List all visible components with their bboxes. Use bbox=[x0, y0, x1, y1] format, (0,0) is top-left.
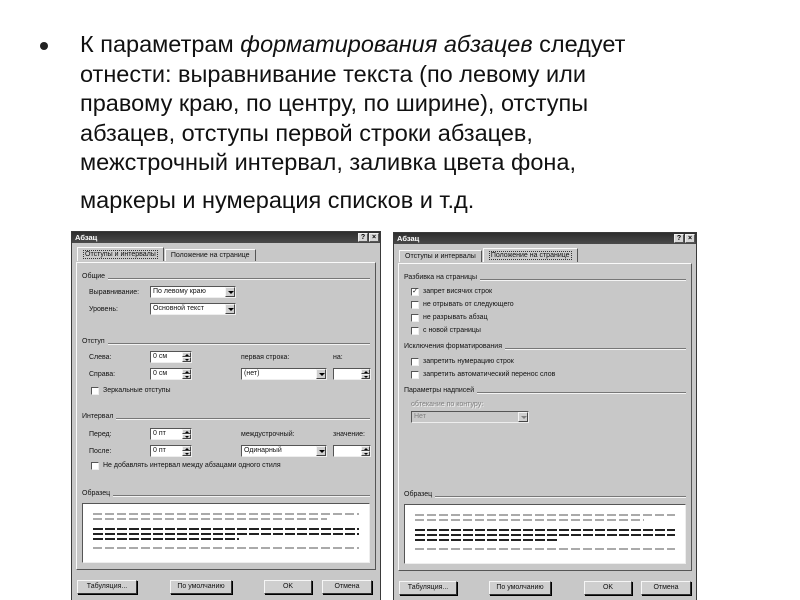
level-value: Основной текст bbox=[153, 305, 204, 312]
line-spacing-value: Одинарный bbox=[244, 447, 282, 454]
indent-left-spinner[interactable] bbox=[150, 351, 192, 363]
tab-indents-spacing-label: Отступы и интервалы bbox=[85, 251, 156, 258]
spacing-group-title: Интервал bbox=[82, 413, 116, 420]
page-break-before-checkbox[interactable] bbox=[411, 327, 419, 335]
no-hyphenation-checkbox[interactable] bbox=[411, 371, 419, 379]
line-spacing-value-spinner[interactable] bbox=[333, 445, 371, 457]
indent-left-label: Слева: bbox=[89, 354, 112, 361]
first-line-select[interactable] bbox=[241, 368, 327, 380]
spin-down-icon[interactable] bbox=[182, 374, 191, 379]
pagination-group-title: Разбивка на страницы bbox=[404, 274, 480, 281]
widow-control-label: запрет висячих строк bbox=[423, 288, 493, 295]
no-hyphenation-label: запретить автоматический перенос слов bbox=[423, 371, 556, 378]
no-add-spacing-checkbox[interactable] bbox=[91, 462, 99, 470]
close-button[interactable]: × bbox=[685, 234, 695, 243]
bullet-dot-icon bbox=[40, 42, 48, 50]
page-break-before-label: с новой страницы bbox=[423, 327, 481, 334]
chevron-down-icon[interactable] bbox=[225, 304, 235, 314]
indent-right-spinner[interactable] bbox=[150, 368, 192, 380]
default-button[interactable]: По умолчанию bbox=[170, 580, 232, 594]
bullet-line-1b: следует bbox=[532, 31, 626, 57]
spacing-after-value: 0 пт bbox=[153, 447, 166, 454]
dialog-tabs bbox=[77, 249, 257, 262]
default-button[interactable]: По умолчанию bbox=[489, 581, 551, 595]
tab-indents-spacing[interactable]: Отступы и интервалы bbox=[399, 250, 482, 262]
bullet-line-4: абзацев, отступы первой строки абзацев, bbox=[80, 119, 533, 146]
spin-down-icon[interactable] bbox=[182, 434, 191, 439]
chevron-down-icon[interactable] bbox=[225, 287, 235, 297]
alignment-label: Выравнивание: bbox=[89, 289, 140, 296]
tab-indents-spacing[interactable] bbox=[77, 247, 164, 261]
chevron-down-icon[interactable] bbox=[316, 369, 326, 379]
general-group-title: Общие bbox=[82, 273, 108, 280]
preview-box bbox=[404, 504, 686, 564]
bullet-text bbox=[80, 30, 770, 215]
tabs-button[interactable]: Табуляция... bbox=[399, 581, 457, 595]
tab-panel bbox=[398, 263, 692, 571]
first-line-label: первая строка: bbox=[241, 354, 290, 361]
dialog-tabs bbox=[399, 250, 579, 263]
indent-left-value: 0 см bbox=[153, 353, 168, 360]
bullet-line-5: межстрочный интервал, заливка цвета фона, bbox=[80, 149, 577, 175]
keep-with-next-checkbox[interactable] bbox=[411, 301, 419, 309]
no-line-numbers-checkbox[interactable] bbox=[411, 358, 419, 366]
bullet-line-3: правому краю, по центру, по ширине), отступы bbox=[80, 90, 589, 116]
tight-wrap-value: Нет bbox=[414, 413, 426, 420]
line-spacing-label: междустрочный: bbox=[241, 431, 295, 438]
indent-right-value: 0 см bbox=[153, 370, 168, 377]
spin-down-icon[interactable] bbox=[361, 451, 370, 456]
tab-page-position[interactable] bbox=[483, 248, 578, 262]
level-label: Уровень: bbox=[89, 306, 118, 313]
keep-lines-label: не разрывать абзац bbox=[423, 314, 488, 321]
exceptions-group-title: Исключения форматирования bbox=[404, 343, 505, 350]
indent-right-label: Справа: bbox=[89, 371, 116, 378]
preview-group-line bbox=[404, 496, 686, 498]
preview-group-title: Образец bbox=[82, 490, 113, 497]
indent-group-title: Отступ bbox=[82, 338, 108, 345]
indent-by-spinner[interactable] bbox=[333, 368, 371, 380]
help-button[interactable]: ? bbox=[358, 233, 368, 242]
tab-panel bbox=[76, 262, 376, 570]
tab-page-position[interactable]: Положение на странице bbox=[165, 249, 256, 261]
spin-down-icon[interactable] bbox=[182, 357, 191, 362]
alignment-value: По левому краю bbox=[153, 288, 206, 295]
first-line-value: (нет) bbox=[244, 370, 260, 377]
line-spacing-select[interactable] bbox=[241, 445, 327, 457]
ok-button[interactable]: OK bbox=[264, 580, 312, 594]
keep-with-next-label: не отрывать от следующего bbox=[423, 301, 514, 308]
textbox-group-title: Параметры надписей bbox=[404, 387, 477, 394]
widow-control-checkbox[interactable]: ✓ bbox=[412, 288, 418, 295]
spacing-after-spinner[interactable] bbox=[150, 445, 192, 457]
preview-group-title: Образец bbox=[404, 491, 435, 498]
bullet-line-2: отнести: выравнивание текста (по левому или bbox=[80, 60, 587, 87]
tabs-button[interactable]: Табуляция... bbox=[77, 580, 137, 594]
tight-wrap-label: обтекание по контуру: bbox=[411, 401, 484, 408]
keep-lines-checkbox[interactable] bbox=[411, 314, 419, 322]
spin-down-icon[interactable] bbox=[182, 451, 191, 456]
ok-button[interactable]: OK bbox=[584, 581, 632, 595]
bullet-line-1a: К параметрам bbox=[80, 31, 241, 57]
dialog-title: Абзац bbox=[397, 234, 420, 243]
tight-wrap-select[interactable] bbox=[411, 411, 529, 423]
mirror-indents-label: Зеркальные отступы bbox=[103, 387, 171, 394]
no-add-spacing-label: Не добавлять интервал между абзацами одного стиля bbox=[103, 462, 281, 469]
spacing-group-line bbox=[82, 418, 370, 420]
tab-page-position-label: Положение на странице bbox=[490, 252, 570, 259]
spacing-before-value: 0 пт bbox=[153, 430, 166, 437]
general-group-line bbox=[82, 278, 370, 280]
mirror-indents-checkbox[interactable] bbox=[91, 387, 99, 395]
level-select[interactable] bbox=[150, 303, 236, 315]
paragraph-dialog-indents bbox=[71, 231, 381, 600]
indent-group-line bbox=[82, 343, 370, 345]
line-spacing-value-label: значение: bbox=[333, 431, 365, 438]
chevron-down-icon[interactable] bbox=[518, 412, 528, 422]
slide-bullet bbox=[40, 30, 770, 215]
bullet-line-6: маркеры и нумерация списков и т.д. bbox=[80, 186, 475, 213]
spacing-before-label: Перед: bbox=[89, 431, 112, 438]
bullet-line-1-emphasis: форматирования абзацев bbox=[240, 31, 533, 57]
dialog-titlebar bbox=[394, 233, 696, 244]
spacing-before-spinner[interactable] bbox=[150, 428, 192, 440]
cancel-button[interactable]: Отмена bbox=[322, 580, 372, 594]
spacing-after-label: После: bbox=[89, 448, 112, 455]
no-line-numbers-label: запретить нумерацию строк bbox=[423, 358, 514, 365]
spin-down-icon[interactable] bbox=[361, 374, 370, 379]
paragraph-dialog-page-position bbox=[393, 232, 697, 600]
dialog-title: Абзац bbox=[75, 233, 98, 242]
indent-by-label: на: bbox=[333, 354, 343, 361]
chevron-down-icon[interactable] bbox=[316, 446, 326, 456]
alignment-select[interactable] bbox=[150, 286, 236, 298]
cancel-button[interactable]: Отмена bbox=[641, 581, 691, 595]
preview-box bbox=[82, 503, 370, 563]
preview-group-line bbox=[82, 495, 370, 497]
close-button[interactable]: × bbox=[369, 233, 379, 242]
help-button[interactable]: ? bbox=[674, 234, 684, 243]
dialog-titlebar bbox=[72, 232, 380, 243]
